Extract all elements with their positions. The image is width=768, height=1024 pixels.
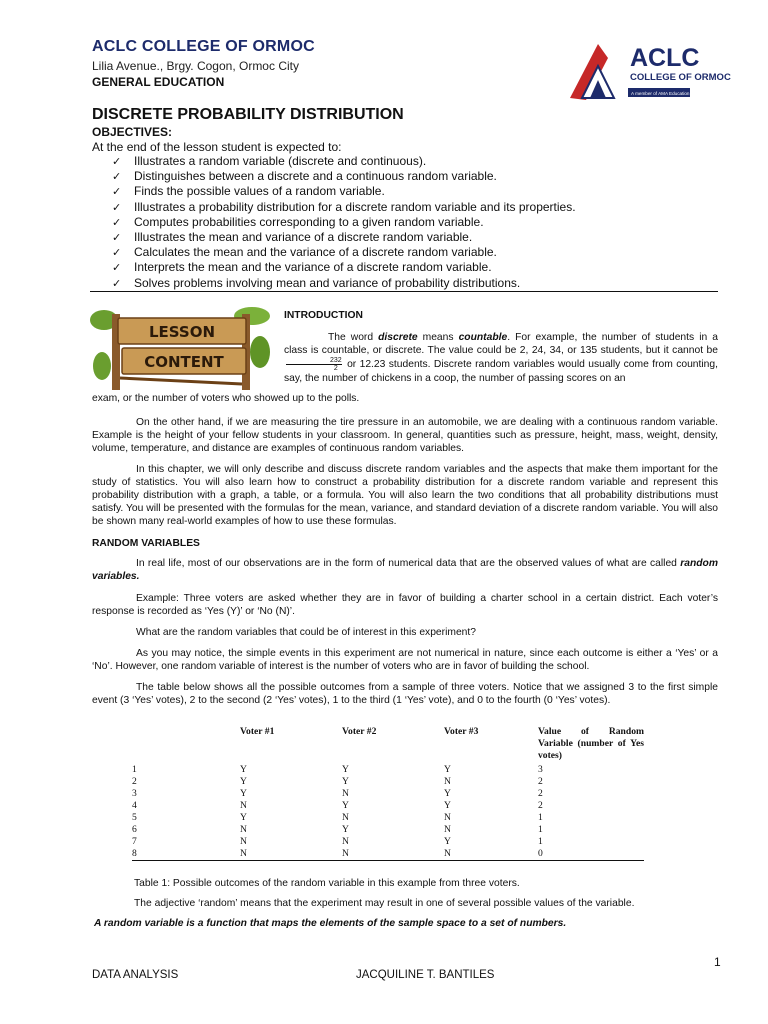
check-icon: ✓: [112, 246, 122, 260]
rv-paragraph-4: As you may notice, the simple events in this experiment are not numerical in nature, since each outcome is either a ‘Yes’ or a ‘No’. However, one random variable of interest is the number of voters who are in favor of building the school.: [92, 648, 718, 672]
check-icon: ✓: [112, 215, 122, 229]
table-cell: Y: [240, 776, 247, 787]
table-cell: N: [342, 812, 349, 823]
check-icon: ✓: [112, 155, 122, 168]
outcomes-table: [132, 726, 644, 861]
table-cell: 4: [132, 800, 137, 811]
table-cell: 1: [132, 764, 137, 775]
check-icon: ✓: [112, 276, 122, 290]
logo-subtext: COLLEGE OF ORMOC: [630, 72, 731, 83]
table-cell: Y: [240, 764, 247, 775]
fraction: $\frac{232}{2}$: [286, 357, 342, 372]
objective-item: ✓ Finds the possible values of a random variable.: [112, 184, 385, 199]
table-cell: Y: [444, 836, 451, 847]
objective-item: ✓ Interprets the mean and the variance of a discrete random variable.: [112, 260, 492, 275]
check-icon: ✓: [112, 185, 122, 199]
table-row: [132, 836, 644, 848]
table-cell: 7: [132, 836, 137, 847]
logo-text: ACLC: [630, 44, 700, 72]
table-header-cell: Voter #3: [444, 726, 479, 737]
random-variables-heading: RANDOM VARIABLES: [92, 538, 200, 549]
table-cell: 6: [132, 824, 137, 835]
table-cell: 0: [538, 848, 644, 861]
table-cell: 2: [538, 788, 543, 799]
table-row: [132, 788, 644, 800]
table-cell: Y: [342, 764, 349, 775]
footer-author: JACQUILINE T. BANTILES: [356, 969, 495, 981]
sign-line-2: CONTENT: [144, 353, 224, 371]
objective-item: ✓ Distinguishes between a discrete and a continuous random variable.: [112, 169, 497, 184]
intro-paragraph-3: In this chapter, we will only describe and discuss discrete random variables and the aspects that make them important for the study of statistics. You will also learn how to construct a probability distribution for a discrete random variable and represent this probability distribution with a graph, a table, or a formula. You will also learn the two conditions that all probability distributions must satisfy. You will be presented with the formulas for the mean, variance, and standard deviation of a discrete random variable. You will also be shown many real-world examples of how to use these formulas.: [92, 464, 718, 527]
table-cell: N: [240, 800, 247, 811]
table-row: [132, 848, 644, 861]
table-row: [132, 764, 644, 776]
objective-item: ✓ Illustrates the mean and variance of a discrete random variable.: [112, 229, 473, 244]
random-variable-definition: A random variable is a function that maps the elements of the sample space to a set of numbers.: [94, 918, 567, 929]
table-header-cell: [132, 726, 240, 764]
intro-paragraph-1-top: The word discrete means countable. For example, the number of students in a class is countable, or discrete. The value could be 2, 24, 34, or 135 students, but it cannot be $\frac{232}{2}$ or 12.23 students. Discrete random variables would usually come from counting, say, the number of chickens in a coop, the number of passing scores on an: [284, 332, 718, 384]
table-cell: Y: [444, 764, 451, 775]
logo-tagline: A member of AMA Education System: [631, 91, 707, 96]
table-cell: 2: [538, 800, 543, 811]
table-row: [132, 824, 644, 836]
table-cell: N: [444, 812, 451, 823]
table-cell: N: [240, 824, 247, 835]
table-header-row: [132, 726, 644, 764]
check-icon: ✓: [112, 230, 122, 244]
table-cell: N: [444, 776, 451, 787]
table-cell: N: [240, 848, 342, 861]
objective-item: ✓ Solves problems involving mean and variance of probability distributions.: [112, 275, 521, 290]
rv-paragraph-3: What are the random variables that could be of interest in this experiment?: [136, 627, 476, 638]
objective-item: ✓ Illustrates a probability distribution for a discrete random variable and its properties.: [112, 199, 576, 214]
objectives-heading: OBJECTIVES:: [92, 125, 173, 139]
objectives-intro: At the end of the lesson student is expected to:: [92, 140, 342, 154]
table-cell: 8: [132, 848, 240, 861]
table-caption: Table 1: Possible outcomes of the random variable in this example from three voters.: [134, 878, 520, 889]
check-icon: ✓: [112, 261, 122, 275]
table-cell: N: [444, 848, 538, 861]
table-cell: 1: [538, 836, 543, 847]
footer-course: DATA ANALYSIS: [92, 969, 179, 981]
lesson-content-sign: [92, 306, 270, 390]
school-address: Lilia Avenue., Brgy. Cogon, Ormoc City: [92, 59, 299, 73]
table-cell: Y: [342, 800, 349, 811]
table-cell: N: [342, 836, 349, 847]
after-paragraph: The adjective ‘random’ means that the experiment may result in one of several possible values of the variable.: [134, 898, 635, 909]
table-cell: N: [342, 788, 349, 799]
intro-paragraph-1-bottom: exam, or the number of voters who showed up to the polls.: [92, 393, 360, 404]
table-cell: Y: [444, 788, 451, 799]
check-icon: ✓: [112, 170, 122, 184]
objective-item: ✓ Computes probabilities corresponding to a given random variable.: [112, 214, 484, 229]
check-icon: ✓: [112, 200, 122, 214]
rv-paragraph-5: The table below shows all the possible outcomes from a sample of three voters. Notice that we assigned 3 to the first simple event (3 ‘Yes’ votes), 2 to the second (2 ‘Yes’ votes), 1 to the third (1 ‘Yes’ vote), and 0 to the fourth (0 ‘Yes’ votes).: [92, 682, 718, 706]
school-name: ACLC COLLEGE OF ORMOC: [92, 38, 315, 55]
table-cell: 2: [132, 776, 137, 787]
table-cell: 3: [538, 764, 543, 775]
college-logo: [568, 40, 731, 106]
objective-item: ✓ Calculates the mean and the variance of a discrete random variable.: [112, 245, 497, 260]
table-cell: 1: [538, 824, 543, 835]
department-name: GENERAL EDUCATION: [92, 75, 225, 89]
table-row: [132, 800, 644, 812]
table-header-cell: Voter #1: [240, 726, 275, 737]
objective-item: ✓ Illustrates a random variable (discrete and continuous).: [112, 154, 427, 168]
table-header-cell: Voter #2: [342, 726, 377, 737]
divider: [90, 291, 718, 292]
table-cell: Y: [342, 776, 349, 787]
table-row: [132, 776, 644, 788]
table-row: [132, 812, 644, 824]
table-cell: Y: [342, 824, 349, 835]
table-cell: Y: [240, 812, 247, 823]
table-header-cell: Value of Random Variable (number of Yes votes): [538, 726, 644, 761]
sign-line-1: LESSON: [148, 323, 216, 341]
table-cell: 5: [132, 812, 137, 823]
table-cell: 3: [132, 788, 137, 799]
rv-paragraph-2: Example: Three voters are asked whether they are in favor of building a charter school in a certain district. Each voter’s response is recorded as ‘Yes (Y)’ or ‘No (N)’.: [92, 593, 718, 617]
table-cell: 2: [538, 776, 543, 787]
introduction-heading: INTRODUCTION: [284, 310, 363, 321]
table-cell: Y: [240, 788, 247, 799]
objectives-list: [112, 154, 576, 291]
table-cell: N: [444, 824, 451, 835]
table-cell: 1: [538, 812, 543, 823]
table-cell: N: [342, 848, 444, 861]
intro-paragraph-2: On the other hand, if we are measuring the tire pressure in an automobile, we are dealing with a continuous random variable. Example is the height of your fellow students in your classroom. In general, quantities such as pressure, height, mass, weight, density, volume, temperature, and distance are examples of continuous random variables.: [92, 417, 718, 454]
table-cell: N: [240, 836, 247, 847]
rv-paragraph-1: In real life, most of our observations are in the form of numerical data that are the observed values of what are called random variables.: [92, 558, 718, 582]
page-number: 1: [714, 955, 721, 969]
page-title: DISCRETE PROBABILITY DISTRIBUTION: [92, 106, 404, 123]
table-cell: Y: [444, 800, 451, 811]
